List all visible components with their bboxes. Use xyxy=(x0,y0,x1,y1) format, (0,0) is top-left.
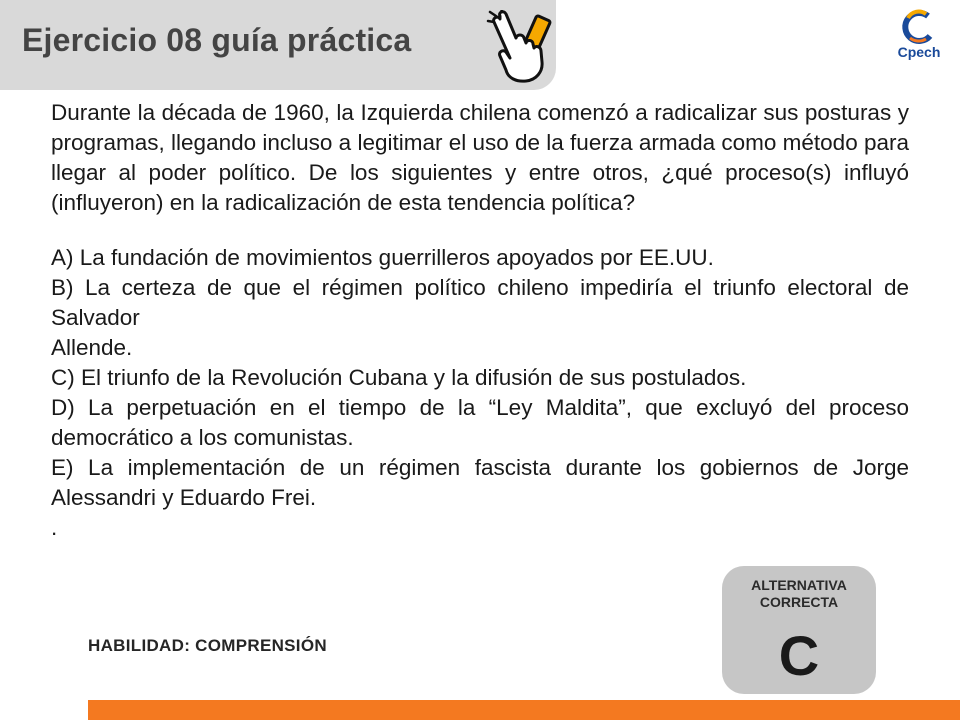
cpech-logo-mark-icon xyxy=(888,6,950,46)
answer-label-line2: CORRECTA xyxy=(759,594,839,610)
page-title: Ejercicio 08 guía práctica xyxy=(22,22,412,58)
cpech-logo xyxy=(888,6,950,68)
option-b-line1: B) La certeza de que el régimen político chileno impediría el triunfo electoral de Salvador xyxy=(51,275,909,330)
question-block xyxy=(51,98,909,543)
option-e: E) La implementación de un régimen fascista durante los gobiernos de Jorge Alessandri y Eduardo Frei. xyxy=(51,455,909,510)
footer-accent-bar xyxy=(88,700,960,720)
option-c: C) El triunfo de la Revolución Cubana y la difusión de sus postulados. xyxy=(51,365,747,390)
option-b-line2: Allende. xyxy=(51,335,133,360)
option-d: D) La perpetuación en el tiempo de la “Ley Maldita”, que excluyó del proceso democrático a los comunistas. xyxy=(51,395,909,450)
trailing-dot: . xyxy=(51,515,58,540)
logo-text: Cpech xyxy=(897,44,941,60)
option-a: A) La fundación de movimientos guerrilleros apoyados por EE.UU. xyxy=(51,245,714,270)
correct-answer-box xyxy=(722,566,876,694)
question-stem: Durante la década de 1960, la Izquierda chilena comenzó a radicalizar sus posturas y programas, llegando incluso a legitimar el uso de la fuerza armada como método para llegar al poder político. De los siguientes y entre otros, ¿qué proceso(s) influyó (influyeron) en la radicalización de esta tendencia política? xyxy=(51,100,909,215)
answer-label-line1: ALTERNATIVA xyxy=(751,577,847,593)
skill-label: HABILIDAD: COMPRENSIÓN xyxy=(88,636,327,655)
pointing-hand-exclamation-icon xyxy=(486,10,554,84)
header-tab xyxy=(0,0,556,90)
answer-letter: C xyxy=(778,624,820,687)
answer-label xyxy=(722,577,876,611)
